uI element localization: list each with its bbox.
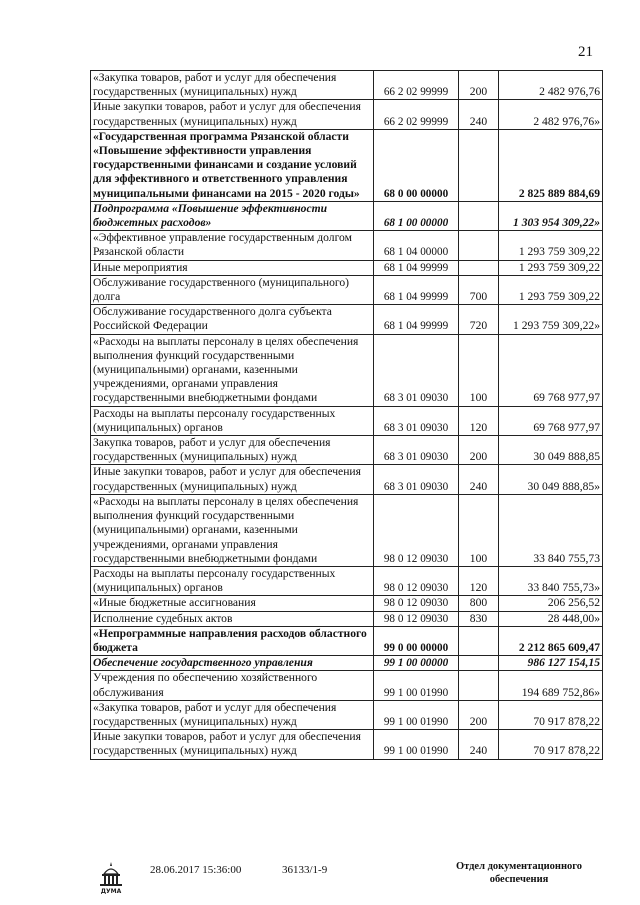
table-row (91, 656, 603, 671)
table-row (91, 275, 603, 304)
row-amount-cell: 70 917 878,22 (499, 730, 603, 759)
row-code-cell: 66 2 02 99999 (374, 100, 459, 129)
row-name-cell: Обеспечение государственного управления (91, 656, 374, 671)
budget-table (90, 70, 603, 760)
row-type-cell: 240 (459, 730, 499, 759)
row-code-cell: 98 0 12 09030 (374, 566, 459, 595)
row-code-cell: 68 1 04 99999 (374, 260, 459, 275)
row-code-cell: 99 0 00 00000 (374, 626, 459, 655)
row-amount-cell: 69 768 977,97 (499, 334, 603, 406)
row-name-cell: «Закупка товаров, работ и услуг для обеспечения государственных (муниципальных) нужд (91, 700, 374, 729)
row-code-cell: 68 3 01 09030 (374, 334, 459, 406)
row-code-cell: 99 1 00 01990 (374, 700, 459, 729)
row-amount-cell: 206 256,52 (499, 596, 603, 611)
row-type-cell (459, 129, 499, 201)
row-type-cell: 800 (459, 596, 499, 611)
row-name-cell: «Непрограммные направления расходов областного бюджета (91, 626, 374, 655)
table-row (91, 596, 603, 611)
table-row (91, 436, 603, 465)
row-type-cell: 240 (459, 465, 499, 494)
row-type-cell (459, 231, 499, 260)
table-row (91, 201, 603, 230)
row-name-cell: Расходы на выплаты персоналу государственных (муниципальных) органов (91, 406, 374, 435)
row-name-cell: Обслуживание государственного (муниципального) долга (91, 275, 374, 304)
row-amount-cell: 986 127 154,15 (499, 656, 603, 671)
row-amount-cell: 2 482 976,76» (499, 100, 603, 129)
row-name-cell: «Государственная программа Рязанской области «Повышение эффективности управления государственными финансами и создание условий для эффективного и ответственного управления муниципальными финансами на 2015 - 2020 годы» (91, 129, 374, 201)
row-code-cell: 99 1 00 01990 (374, 671, 459, 700)
table-row (91, 611, 603, 626)
table-row (91, 406, 603, 435)
row-code-cell: 68 0 00 00000 (374, 129, 459, 201)
row-amount-cell: 30 049 888,85» (499, 465, 603, 494)
row-amount-cell: 194 689 752,86» (499, 671, 603, 700)
logo-text: ДУМА (100, 888, 122, 894)
row-amount-cell: 2 482 976,76 (499, 71, 603, 100)
row-amount-cell: 1 293 759 309,22 (499, 260, 603, 275)
row-amount-cell: 33 840 755,73» (499, 566, 603, 595)
row-type-cell: 720 (459, 305, 499, 334)
row-amount-cell: 30 049 888,85 (499, 436, 603, 465)
row-code-cell: 68 3 01 09030 (374, 406, 459, 435)
footer-datetime: 28.06.2017 15:36:00 (150, 864, 242, 876)
row-code-cell: 68 1 00 00000 (374, 201, 459, 230)
row-amount-cell: 1 303 954 309,22» (499, 201, 603, 230)
table-row (91, 671, 603, 700)
row-name-cell: Иные закупки товаров, работ и услуг для обеспечения государственных (муниципальных) нужд (91, 100, 374, 129)
row-code-cell: 68 3 01 09030 (374, 465, 459, 494)
row-name-cell: «Закупка товаров, работ и услуг для обеспечения государственных (муниципальных) нужд (91, 71, 374, 100)
row-type-cell: 120 (459, 406, 499, 435)
row-type-cell: 700 (459, 275, 499, 304)
row-code-cell: 66 2 02 99999 (374, 71, 459, 100)
row-type-cell: 200 (459, 71, 499, 100)
table-row (91, 100, 603, 129)
row-type-cell: 200 (459, 700, 499, 729)
row-amount-cell: 1 293 759 309,22 (499, 275, 603, 304)
footer-department-line2: обеспечения (489, 874, 549, 885)
row-code-cell: 68 1 04 99999 (374, 305, 459, 334)
row-code-cell: 68 1 04 99999 (374, 275, 459, 304)
table-row (91, 465, 603, 494)
row-name-cell: Иные закупки товаров, работ и услуг для обеспечения государственных (муниципальных) нужд (91, 465, 374, 494)
table-row (91, 626, 603, 655)
row-name-cell: Исполнение судебных актов (91, 611, 374, 626)
footer-department-line1: Отдел документационного (455, 861, 583, 872)
table-row (91, 730, 603, 759)
row-code-cell: 68 1 04 00000 (374, 231, 459, 260)
row-type-cell: 200 (459, 436, 499, 465)
footer-doc-number: 36133/1-9 (282, 864, 328, 876)
table-row (91, 260, 603, 275)
row-code-cell: 98 0 12 09030 (374, 611, 459, 626)
row-name-cell: «Расходы на выплаты персоналу в целях обеспечения выполнения функций государственными (муниципальными) органами, казенными учреждениями, органами управления государственными внебюджетными фондами (91, 494, 374, 566)
row-code-cell: 98 0 12 09030 (374, 494, 459, 566)
table-row (91, 566, 603, 595)
row-amount-cell: 1 293 759 309,22» (499, 305, 603, 334)
row-type-cell (459, 626, 499, 655)
row-type-cell (459, 260, 499, 275)
table-row (91, 494, 603, 566)
table-row (91, 700, 603, 729)
row-name-cell: «Расходы на выплаты персоналу в целях обеспечения выполнения функций государственными (муниципальными) органами, казенными учреждениями, органами управления государственными внебюджетными фондами (91, 334, 374, 406)
row-name-cell: Иные закупки товаров, работ и услуг для обеспечения государственных (муниципальных) нужд (91, 730, 374, 759)
row-name-cell: Учреждения по обеспечению хозяйственного обслуживания (91, 671, 374, 700)
row-name-cell: Подпрограмма «Повышение эффективности бюджетных расходов» (91, 201, 374, 230)
row-amount-cell: 33 840 755,73 (499, 494, 603, 566)
page-number: 21 (578, 44, 593, 60)
footer (0, 860, 640, 900)
row-name-cell: «Иные бюджетные ассигнования (91, 596, 374, 611)
table-row (91, 334, 603, 406)
row-name-cell: Иные мероприятия (91, 260, 374, 275)
row-amount-cell: 2 212 865 609,47 (499, 626, 603, 655)
table-row (91, 231, 603, 260)
row-name-cell: «Эффективное управление государственным долгом Рязанской области (91, 231, 374, 260)
row-name-cell: Расходы на выплаты персоналу государственных (муниципальных) органов (91, 566, 374, 595)
row-name-cell: Обслуживание государственного долга субъекта Российской Федерации (91, 305, 374, 334)
row-type-cell: 120 (459, 566, 499, 595)
table-row (91, 71, 603, 100)
row-amount-cell: 28 448,00» (499, 611, 603, 626)
row-type-cell: 240 (459, 100, 499, 129)
row-type-cell: 100 (459, 334, 499, 406)
table-row (91, 305, 603, 334)
row-code-cell: 99 1 00 00000 (374, 656, 459, 671)
row-type-cell (459, 671, 499, 700)
row-amount-cell: 69 768 977,97 (499, 406, 603, 435)
row-code-cell: 68 3 01 09030 (374, 436, 459, 465)
row-type-cell: 830 (459, 611, 499, 626)
row-code-cell: 99 1 00 01990 (374, 730, 459, 759)
row-amount-cell: 70 917 878,22 (499, 700, 603, 729)
duma-logo-icon (96, 860, 126, 894)
row-type-cell (459, 201, 499, 230)
row-type-cell: 100 (459, 494, 499, 566)
row-code-cell: 98 0 12 09030 (374, 596, 459, 611)
row-amount-cell: 1 293 759 309,22 (499, 231, 603, 260)
row-amount-cell: 2 825 889 884,69 (499, 129, 603, 201)
table-row (91, 129, 603, 201)
row-type-cell (459, 656, 499, 671)
footer-department (448, 860, 590, 886)
row-name-cell: Закупка товаров, работ и услуг для обеспечения государственных (муниципальных) нужд (91, 436, 374, 465)
